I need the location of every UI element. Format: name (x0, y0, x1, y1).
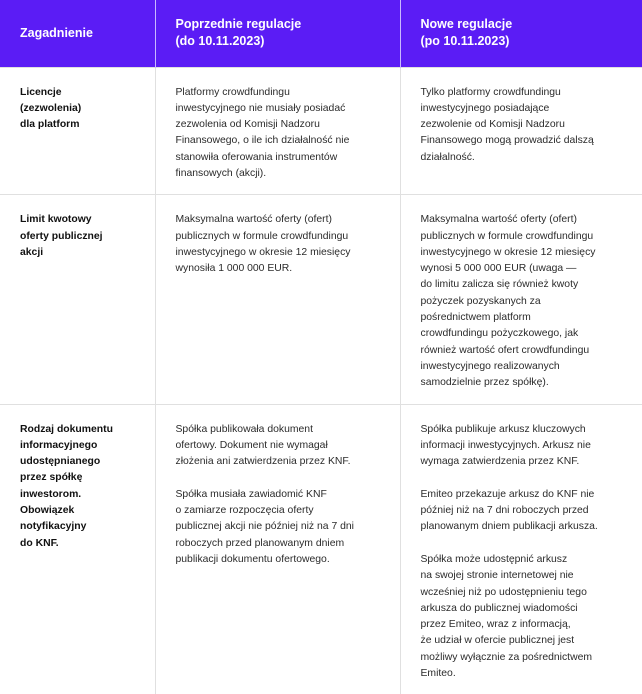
table-row-licences (0, 67, 642, 195)
table-row-document-type (0, 404, 642, 694)
row-topic: Limit kwotowy oferty publicznej akcji (0, 195, 155, 404)
row-previous: Maksymalna wartość oferty (ofert) publicznych w formule crowdfundingu inwestycyjnego w okresie 12 miesięcy wynosiła 1 000 000 EUR. (155, 195, 400, 404)
header-previous-regulations: Poprzednie regulacje (do 10.11.2023) (155, 0, 400, 67)
row-new: Tylko platformy crowdfundingu inwestycyjnego posiadające zezwolenie od Komisji Nadzoru Finansowego mogą prowadzić dalszą działalność. (400, 67, 642, 195)
header-topic: Zagadnienie (0, 0, 155, 67)
row-topic: Licencje (zezwolenia) dla platform (0, 67, 155, 195)
row-topic: Rodzaj dokumentu informacyjnego udostępnianego przez spółkę inwestorom. Obowiązek notyfikacyjny do KNF. (0, 404, 155, 694)
table-row-limit (0, 195, 642, 404)
row-previous: Spółka publikowała dokument ofertowy. Dokument nie wymagał złożenia ani zatwierdzenia przez KNF. Spółka musiała zawiadomić KNF o zamiarze rozpoczęcia oferty publicznej akcji nie później niż na 7 dni roboczych przed planowanym dniem publikacji dokumentu ofertowego. (155, 404, 400, 694)
header-new-regulations: Nowe regulacje (po 10.11.2023) (400, 0, 642, 67)
table-body (0, 67, 642, 694)
row-new: Maksymalna wartość oferty (ofert) publicznych w formule crowdfundingu inwestycyjnego w okresie 12 miesięcy wynosi 5 000 000 EUR (uwaga — do limitu zalicza się również kwoty pożyczek pozyskanych za pośrednictwem platform crowdfundingu pożyczkowego, jak również wartość ofert crowdfundingu inwestycyjnego realizowanych samodzielnie przez spółkę). (400, 195, 642, 404)
table-header (0, 0, 642, 67)
row-previous: Platformy crowdfundingu inwestycyjnego nie musiały posiadać zezwolenia od Komisji Nadzoru Finansowego, o ile ich działalność nie stanowiła oferowania instrumentów finansowych (akcji). (155, 67, 400, 195)
header-row (0, 0, 642, 67)
row-new: Spółka publikuje arkusz kluczowych informacji inwestycyjnych. Arkusz nie wymaga zatwierdzenia przez KNF. Emiteo przekazuje arkusz do KNF nie później niż na 7 dni roboczych przed planowanym dniem publikacji arkusza. Spółka może udostępnić arkusz na swojej stronie internetowej nie wcześniej niż po udostępnieniu tego arkusza do publicznej wiadomości przez Emiteo, wraz z informacją, że udział w ofercie publicznej jest możliwy wyłącznie za pośrednictwem Emiteo. (400, 404, 642, 694)
